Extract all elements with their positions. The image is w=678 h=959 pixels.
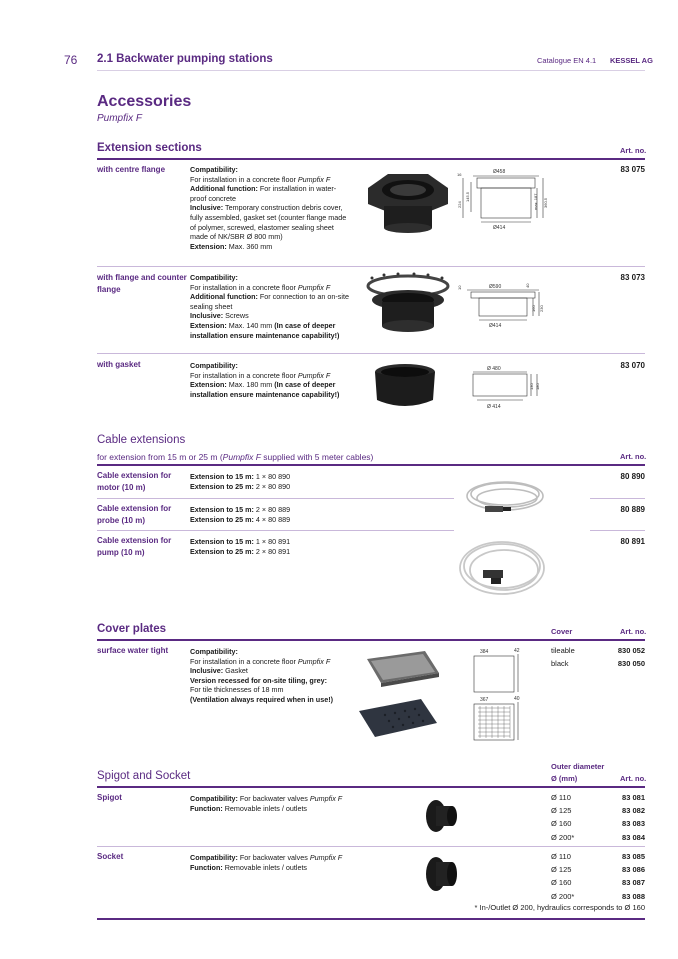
- dim-label: 16: [457, 172, 462, 177]
- page-end-rule: [97, 918, 645, 920]
- dim-label: 42: [514, 648, 520, 654]
- extension-row-label: with flange and counter flange: [97, 273, 187, 294]
- dim-label: Ø458: [493, 169, 506, 175]
- cable-rule: [97, 464, 645, 466]
- brand-label: KESSEL AG: [610, 56, 653, 65]
- dim-label: Ø 414: [487, 404, 501, 410]
- spigot-section-title: Spigot and Socket: [97, 770, 191, 782]
- extension-artno: 83 073: [620, 273, 645, 282]
- spigot-row-description: Compatibility: For backwater valves Pumpfix F Function: Removable inlets / outlets: [190, 794, 343, 813]
- dim-label: 230: [539, 305, 544, 312]
- cover-artno: 830 052: [617, 646, 645, 655]
- centre-flange-drawing: [453, 162, 548, 232]
- cover-options: [551, 644, 575, 670]
- extension-row-label: with gasket: [97, 360, 141, 369]
- dim-label: 40: [525, 283, 530, 288]
- cover-artno-header: Art. no.: [620, 627, 647, 636]
- spigot-artnos: 83 081 83 082 83 083 83 084: [622, 793, 645, 842]
- cable-row-description: Extension to 15 m: 2 × 80 889 Extension to 25 m: 4 × 80 889: [190, 505, 291, 524]
- cover-plates-drawing: [470, 644, 530, 744]
- dim-label: Ø414: [493, 225, 506, 231]
- diameter-header-2: Ø (mm): [551, 774, 578, 783]
- page-subtitle: Pumpfix F: [97, 113, 143, 124]
- page-title: Accessories: [97, 93, 192, 110]
- socket-row-description: Compatibility: For backwater valves Pumpfix F Function: Removable inlets / outlets: [190, 853, 343, 872]
- extension-section-title: Extension sections: [97, 142, 202, 154]
- cover-plates-image: [355, 645, 445, 745]
- dim-label: Ø414: [489, 323, 502, 329]
- dim-label: 224: [457, 201, 462, 208]
- gasket-drawing: [465, 360, 541, 412]
- dim-label: 40: [514, 696, 520, 702]
- cover-artno: 830 050: [617, 659, 645, 669]
- spigot-image: [420, 796, 460, 836]
- cable-row-label: Cable extension for motor (10 m): [97, 471, 172, 492]
- socket-row-label: Socket: [97, 852, 124, 861]
- socket-artnos: 83 085 83 086 83 087 83 088: [622, 852, 645, 901]
- socket-diameters: Ø 110 Ø 125 Ø 160 Ø 200*: [551, 852, 575, 901]
- dim-label: 130: [529, 383, 534, 390]
- cover-section-title: Cover plates: [97, 623, 167, 635]
- cover-row-description: Compatibility: For installation in a concrete floor Pumpfix F Inclusive: Gasket Version recessed for on-site tiling, grey: For tile thicknesses of 18 mm (Ventilation always required when in use!): [190, 647, 333, 704]
- row-divider: [97, 846, 645, 847]
- cable-row-description: Extension to 15 m: 1 × 80 891 Extension to 25 m: 2 × 80 891: [190, 537, 291, 556]
- footnote: * In-/Outlet Ø 200, hydraulics corresponds to Ø 160: [474, 903, 645, 912]
- dim-label: 180: [535, 383, 540, 390]
- cable-row-label: Cable extension for probe (10 m): [97, 504, 172, 525]
- row-divider: [590, 530, 645, 531]
- spigot-rule: [97, 786, 645, 788]
- dim-label: Ø 480: [487, 366, 501, 372]
- extension-artno-header: Art. no.: [620, 146, 647, 155]
- spigot-diameters: Ø 110 Ø 125 Ø 160 Ø 200*: [551, 793, 575, 842]
- dim-label: 10: [457, 285, 462, 290]
- page-number: 76: [64, 53, 78, 67]
- extension-row-description: Compatibility: For installation in a concrete floor Pumpfix F Additional function: For installation in water- proof concrete Inclusive: Temporary construction debris cover, fully assembled, gasket set (counter flange made of polymer, screwed, elastomer sealing sheet made of NK/SBR Ø 800 mm) Extension: Max. 360 mm: [190, 165, 347, 251]
- cable-row-description: Extension to 15 m: 1 × 80 890 Extension to 25 m: 2 × 80 890: [190, 472, 291, 491]
- cover-artnos: [590, 644, 645, 670]
- catalogue-label: Catalogue EN 4.1: [537, 56, 597, 65]
- header-rule: [97, 70, 645, 71]
- dim-label: 384: [480, 649, 489, 655]
- cover-option: black: [551, 659, 569, 669]
- spigot-artno-header: Art. no.: [620, 774, 647, 783]
- dim-label: max. 187: [533, 193, 538, 210]
- diameter-header-1: Outer diameter: [551, 762, 605, 771]
- cable-section-title: Cable extensions: [97, 434, 186, 446]
- row-divider: [97, 530, 454, 531]
- gasket-image: [365, 360, 445, 416]
- extension-row-description: Compatibility: For installation in a concrete floor Pumpfix F Extension: Max. 180 mm (In case of deeper installation ensure maintenance capability!): [190, 361, 340, 399]
- cable-artno: 80 891: [620, 537, 645, 546]
- cover-option: tileable: [551, 646, 575, 655]
- dim-label: 367: [480, 697, 489, 703]
- row-divider: [97, 266, 645, 267]
- row-divider: [97, 498, 454, 499]
- cable-artno: 80 889: [620, 505, 645, 514]
- spigot-row-label: Spigot: [97, 793, 122, 802]
- cover-rule: [97, 639, 645, 641]
- extension-artno: 83 070: [620, 361, 645, 370]
- flange-counter-flange-drawing: [453, 272, 545, 332]
- cover-col-header: Cover: [551, 627, 573, 636]
- dim-label: 360.5: [543, 197, 548, 208]
- cable-row-label: Cable extension for pump (10 m): [97, 536, 172, 557]
- cable-artno: 80 890: [620, 472, 645, 481]
- cable-artno-header: Art. no.: [620, 452, 647, 461]
- row-divider: [590, 498, 645, 499]
- flange-counter-flange-image: [358, 268, 458, 348]
- row-divider: [97, 353, 645, 354]
- centre-flange-image: [358, 160, 458, 240]
- extension-artno: 83 075: [620, 165, 645, 174]
- cover-row-label: surface water tight: [97, 646, 169, 655]
- extension-row-label: with centre flange: [97, 165, 166, 174]
- dim-label: 145.5: [465, 191, 470, 202]
- dim-label: 160: [531, 305, 536, 312]
- cable-section-subtitle: for extension from 15 m or 25 m (Pumpfix F supplied with 5 meter cables): [97, 452, 374, 462]
- cable-image: [455, 468, 550, 598]
- chapter-title: 2.1 Backwater pumping stations: [97, 53, 273, 65]
- extension-row-description: Compatibility: For installation in a concrete floor Pumpfix F Additional function: For connection to an on-site sealing sheet Inclusive: Screws Extension: Max. 140 mm (In case of deeper installation ensure maintenance capability!): [190, 273, 349, 340]
- socket-image: [420, 852, 460, 896]
- dim-label: Ø590: [489, 284, 502, 290]
